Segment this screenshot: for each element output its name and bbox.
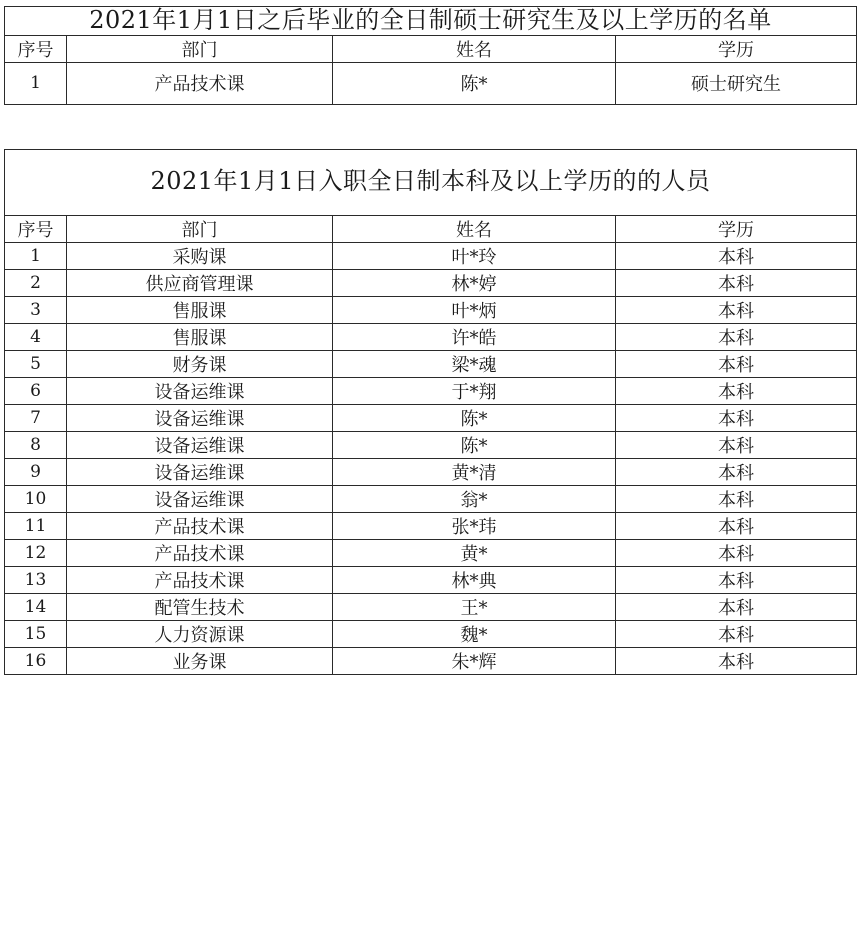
cell-name: 于*翔 [333,378,616,405]
cell-name: 叶*玲 [333,243,616,270]
cell-department: 设备运维课 [67,486,333,513]
cell-name: 林*婷 [333,270,616,297]
cell-education: 本科 [616,459,857,486]
cell-name: 陈* [333,405,616,432]
column-header-education: 学历 [616,35,857,62]
cell-department: 产品技术课 [67,540,333,567]
cell-education: 本科 [616,486,857,513]
table-header-row [5,35,857,62]
table-row [5,513,857,540]
table-row [5,270,857,297]
cell-department: 业务课 [67,648,333,675]
cell-index: 7 [5,405,67,432]
table-row [5,621,857,648]
cell-education: 本科 [616,594,857,621]
cell-department: 财务课 [67,351,333,378]
cell-education: 本科 [616,270,857,297]
table-title-row [5,149,857,216]
cell-index: 2 [5,270,67,297]
cell-index: 3 [5,297,67,324]
table2-title: 2021年1月1日入职全日制本科及以上学历的的人员 [5,149,857,216]
column-header-name: 姓名 [333,35,616,62]
cell-department: 设备运维课 [67,405,333,432]
cell-name: 黄* [333,540,616,567]
cell-name: 陈* [333,62,616,104]
cell-index: 4 [5,324,67,351]
cell-index: 15 [5,621,67,648]
cell-name: 王* [333,594,616,621]
column-header-department: 部门 [67,216,333,243]
column-header-department: 部门 [67,35,333,62]
cell-index: 14 [5,594,67,621]
cell-name: 叶*炳 [333,297,616,324]
cell-education: 硕士研究生 [616,62,857,104]
cell-education: 本科 [616,243,857,270]
cell-department: 配管生技术 [67,594,333,621]
cell-name: 黄*清 [333,459,616,486]
cell-name: 林*典 [333,567,616,594]
column-header-education: 学历 [616,216,857,243]
table-row [5,486,857,513]
cell-department: 售服课 [67,324,333,351]
cell-education: 本科 [616,378,857,405]
table-row [5,459,857,486]
table-title-row [5,7,857,36]
column-header-name: 姓名 [333,216,616,243]
cell-education: 本科 [616,405,857,432]
cell-index: 13 [5,567,67,594]
cell-department: 产品技术课 [67,567,333,594]
table-row [5,62,857,104]
table-row [5,567,857,594]
cell-education: 本科 [616,351,857,378]
cell-education: 本科 [616,297,857,324]
cell-name: 翁* [333,486,616,513]
cell-education: 本科 [616,621,857,648]
graduate-list-table [4,6,857,105]
column-header-index: 序号 [5,35,67,62]
table-header-row [5,216,857,243]
cell-education: 本科 [616,567,857,594]
cell-index: 9 [5,459,67,486]
cell-education: 本科 [616,513,857,540]
table-row [5,540,857,567]
table1-title: 2021年1月1日之后毕业的全日制硕士研究生及以上学历的名单 [5,7,857,36]
cell-education: 本科 [616,432,857,459]
cell-name: 许*皓 [333,324,616,351]
bachelor-list-table [4,149,857,676]
cell-department: 产品技术课 [67,62,333,104]
cell-department: 设备运维课 [67,459,333,486]
cell-index: 1 [5,62,67,104]
column-header-index: 序号 [5,216,67,243]
table-row [5,648,857,675]
cell-education: 本科 [616,648,857,675]
cell-department: 人力资源课 [67,621,333,648]
cell-department: 设备运维课 [67,432,333,459]
cell-department: 售服课 [67,297,333,324]
table-row [5,594,857,621]
cell-index: 1 [5,243,67,270]
cell-education: 本科 [616,540,857,567]
cell-name: 梁*魂 [333,351,616,378]
table-row [5,324,857,351]
cell-name: 朱*辉 [333,648,616,675]
cell-index: 8 [5,432,67,459]
cell-index: 5 [5,351,67,378]
cell-department: 设备运维课 [67,378,333,405]
cell-index: 11 [5,513,67,540]
table-spacer [4,105,856,149]
table-row [5,405,857,432]
cell-index: 12 [5,540,67,567]
cell-index: 6 [5,378,67,405]
table-row [5,432,857,459]
table-row [5,243,857,270]
table-row [5,378,857,405]
cell-name: 陈* [333,432,616,459]
cell-name: 张*玮 [333,513,616,540]
cell-department: 采购课 [67,243,333,270]
cell-index: 10 [5,486,67,513]
cell-name: 魏* [333,621,616,648]
table-row [5,297,857,324]
cell-education: 本科 [616,324,857,351]
cell-department: 产品技术课 [67,513,333,540]
cell-department: 供应商管理课 [67,270,333,297]
table-row [5,351,857,378]
cell-index: 16 [5,648,67,675]
